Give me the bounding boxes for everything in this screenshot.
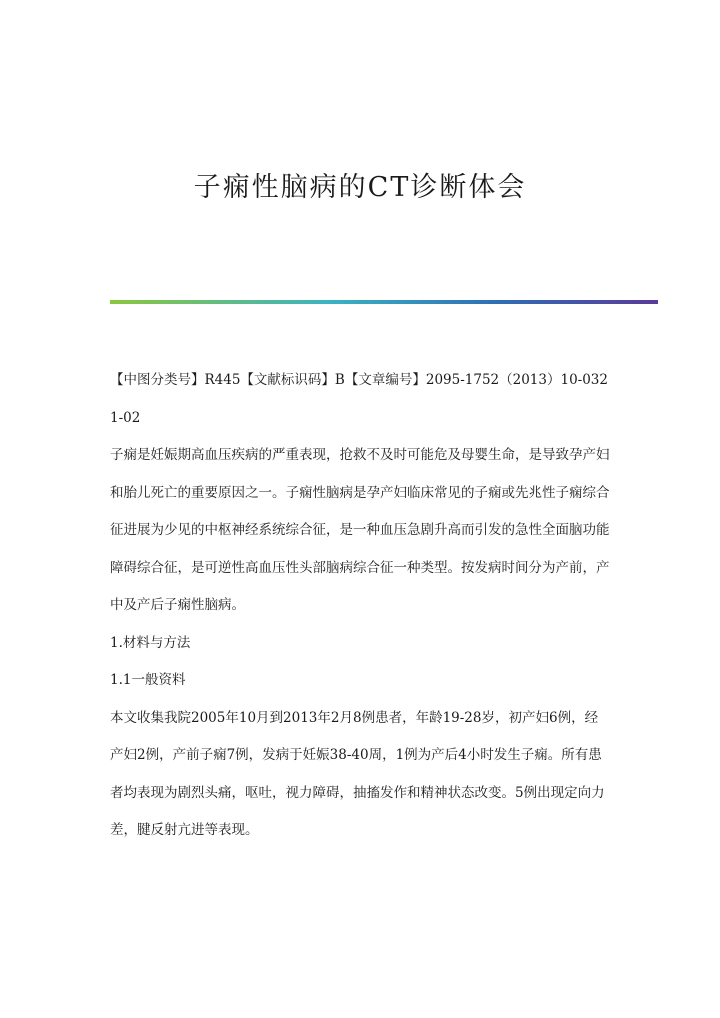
paragraph-1-1: 本文收集我院2005年10月到2013年2月8例患者，年龄19-28岁，初产妇6例，经产妇2例，产前子痫7例，发病于妊娠38-40周，1例为产后4小时发生子痫。所有患者均表现为剧烈头痛，呕吐，视力障碍，抽搐发作和精神状态改变。5例出现定向力差，腱反射亢进等表现。 (110, 709, 605, 838)
section-heading-1-1: 1.1一般资料 (110, 672, 186, 688)
intro-paragraph: 子痫是妊娠期高血压疾病的严重表现，抢救不及时可能危及母婴生命，是导致孕产妇和胎儿死亡的重要原因之一。子痫性脑病是孕产妇临床常见的子痫或先兆性子痫综合征进展为少见的中枢神经系统综合征，是一种血压急剧升高而引发的急性全面脑功能障碍综合征，是可逆性高血压性头部脑病综合征一种类型。按发病时间分为产前，产中及产后子痫性脑病。 (110, 447, 610, 613)
title-divider (110, 300, 658, 304)
document-title: 子痫性脑病的CT诊断体会 (193, 172, 527, 203)
classification-meta: 【中图分类号】R445【文献标识码】B【文章编号】2095-1752（2013）10-0321-02 (110, 372, 608, 426)
document-body (110, 362, 610, 850)
section-heading-1: 1.材料与方法 (110, 634, 191, 651)
